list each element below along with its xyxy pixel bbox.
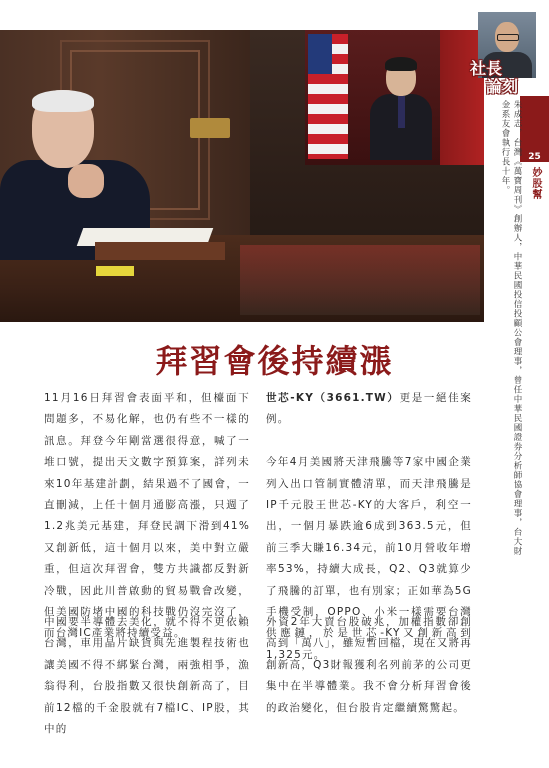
paragraph-lead: [266, 388, 472, 431]
flag-canton: [308, 34, 332, 74]
badge-label-top: 社長: [470, 59, 503, 78]
table-reflection: [240, 245, 480, 315]
lead-rest: 更是一絕佳案例。: [266, 392, 473, 426]
paragraph: 今年4月美國將天津飛騰等7家中國企業列入出口管制實體清單，而天津飛騰是IP千元股王世芯-KY的大客戶，利空一出，一個月暴跌逾6成到363.5元，但前三季大賺16.34元，前10月營收年增率53%，持續大成長，Q2、Q3就算少了飛騰的訂單，也有別家；正如華為5G手機受制，OPPO、小米一樣需要台灣供應鏈，於是世芯-KY又創新高到1,325元。: [266, 456, 472, 661]
remote-speaker-figure: [370, 60, 432, 160]
paragraph: 中國要半導體去美化，就不得不更依賴台灣，車用晶片缺貨與先進製程技術也讓美國不得不綁緊台灣，兩強相爭，漁翁得利，台股指數又很快創新高了，目前12檔的千金股就有7檔IC、IP股，其中的: [44, 616, 250, 736]
yellow-placard: [96, 266, 134, 276]
column-name: 妙股幫: [530, 167, 541, 200]
paragraph: 11月16日拜習會表面平和，但檯面下問題多，不易化解，也仍有些不一樣的訊息。拜登今年剛當選很得意，喊了一堆口號，提出天文數字預算案，詳列未來10年基建計劃，結果過不了國會，一直刪減，上任十個月通膨高漲，只週了1.2兆美元基建，拜登民調下滑到41%又創新低，這十個月以來，美中對立嚴重，但這次拜習會，雙方共識都反對新冷戰，因此川普啟動的貿易戰會改變，但美國防堵中國的科技戰仍沒完沒了，而台灣IC產業將持續受益。: [44, 392, 250, 640]
page-number: 25: [528, 152, 541, 162]
paragraph: 外資2年大賣台股破兆，加權指數卻創高到「萬八」，雖短暫回檔，現在又將再創新高，Q3財報獲利名列前茅的公司更集中在半導體業。我不會分析拜習會後的政治變化，但台股肯定繼續驚驚起。: [266, 616, 472, 714]
author-bio: 朱成志，台灣《萬寶周刊》創辦人，中華民國投信投顧公會理事，曾任中華民國證券分析師協會理事，台大財金系友會執行長十年。: [500, 100, 522, 556]
body-paragraph-4: [266, 612, 472, 740]
badge-label-bottom: 論刻: [486, 77, 519, 96]
stock-name: 世芯-KY（3661.TW）: [266, 392, 400, 404]
body-paragraph-3: [44, 612, 250, 762]
page-title: 拜習會後持續漲: [155, 342, 394, 380]
brass-plate: [190, 118, 230, 138]
page-tab: [520, 96, 549, 162]
folder-stand: [95, 242, 225, 260]
column-badge: [470, 12, 536, 96]
summit-photo: [0, 30, 484, 322]
